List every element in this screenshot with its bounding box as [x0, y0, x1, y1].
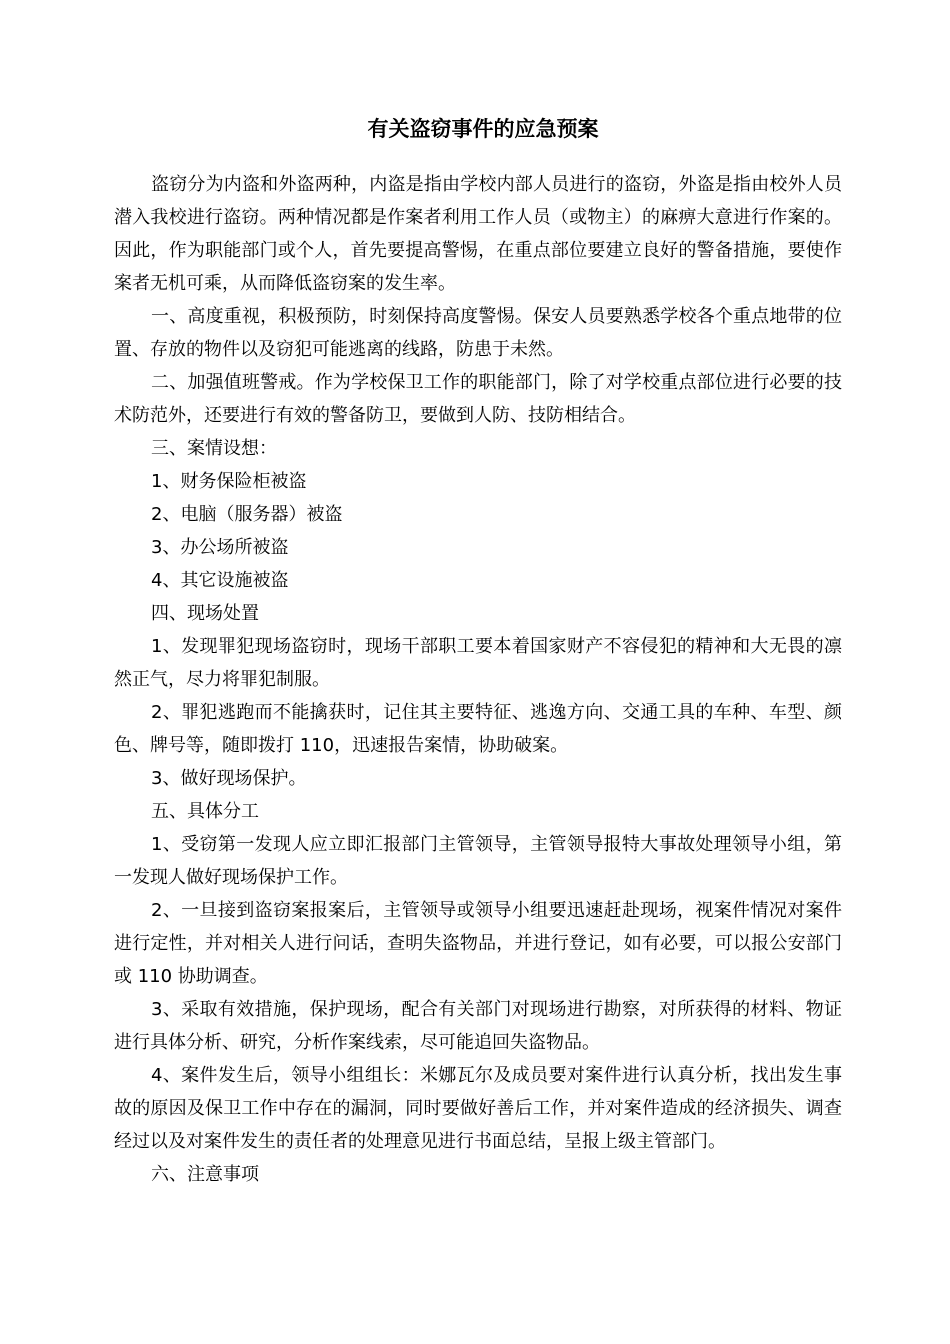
section-6-heading: 六、注意事项	[151, 1164, 259, 1185]
handling-item-2: 2、罪犯逃跑而不能擒获时，记住其主要特征、逃逸方向、交通工具的车种、车型、颜色、牌号等，随即拨打 110，迅速报告案情，协助破案。	[114, 702, 842, 756]
section-5-heading: 五、具体分工	[151, 801, 259, 822]
division-item-4: 4、案件发生后，领导小组组长：米娜瓦尔及成员要对案件进行认真分析，找出发生事故的原因及保卫工作中存在的漏洞，同时要做好善后工作，并对案件造成的经济损失、调查经过以及对案件发生的责任者的处理意见进行书面总结，呈报上级主管部门。	[114, 1065, 842, 1152]
handling-item-1: 1、发现罪犯现场盗窃时，现场干部职工要本着国家财产不容侵犯的精神和大无畏的凛然正气，尽力将罪犯制服。	[114, 636, 842, 690]
intro-paragraph: 盗窃分为内盗和外盗两种，内盗是指由学校内部人员进行的盗窃，外盗是指由校外人员潜入我校进行盗窃。两种情况都是作案者利用工作人员（或物主）的麻痹大意进行作案的。因此，作为职能部门或个人，首先要提高警惕，在重点部位要建立良好的警备措施，要使作案者无机可乘，从而降低盗窃案的发生率。	[114, 174, 842, 294]
section-2-paragraph: 二、加强值班警戒。作为学校保卫工作的职能部门，除了对学校重点部位进行必要的技术防范外，还要进行有效的警备防卫，要做到人防、技防相结合。	[114, 372, 842, 426]
section-4-heading: 四、现场处置	[151, 603, 259, 624]
handling-item-3: 3、做好现场保护。	[151, 768, 307, 789]
case-item-2: 2、电脑（服务器）被盗	[151, 504, 343, 525]
division-item-3: 3、采取有效措施，保护现场，配合有关部门对现场进行勘察，对所获得的材料、物证进行具体分析、研究，分析作案线索，尽可能追回失盗物品。	[114, 999, 842, 1053]
section-1-paragraph: 一、高度重视，积极预防，时刻保持高度警惕。保安人员要熟悉学校各个重点地带的位置、存放的物件以及窃犯可能逃离的线路，防患于未然。	[114, 306, 842, 360]
section-3-heading: 三、案情设想：	[151, 438, 277, 459]
case-item-1: 1、财务保险柜被盗	[151, 471, 307, 492]
case-item-3: 3、办公场所被盗	[151, 537, 289, 558]
document-title: 有关盗窃事件的应急预案	[367, 117, 599, 141]
document-page	[114, 112, 842, 1191]
case-item-4: 4、其它设施被盗	[151, 570, 289, 591]
division-item-1: 1、受窃第一发现人应立即汇报部门主管领导，主管领导报特大事故处理领导小组，第一发现人做好现场保护工作。	[114, 834, 842, 888]
division-item-2: 2、一旦接到盗窃案报案后，主管领导或领导小组要迅速赶赴现场，视案件情况对案件进行定性，并对相关人进行问话，查明失盗物品，并进行登记，如有必要，可以报公安部门或 110 协助调查。	[114, 900, 842, 987]
